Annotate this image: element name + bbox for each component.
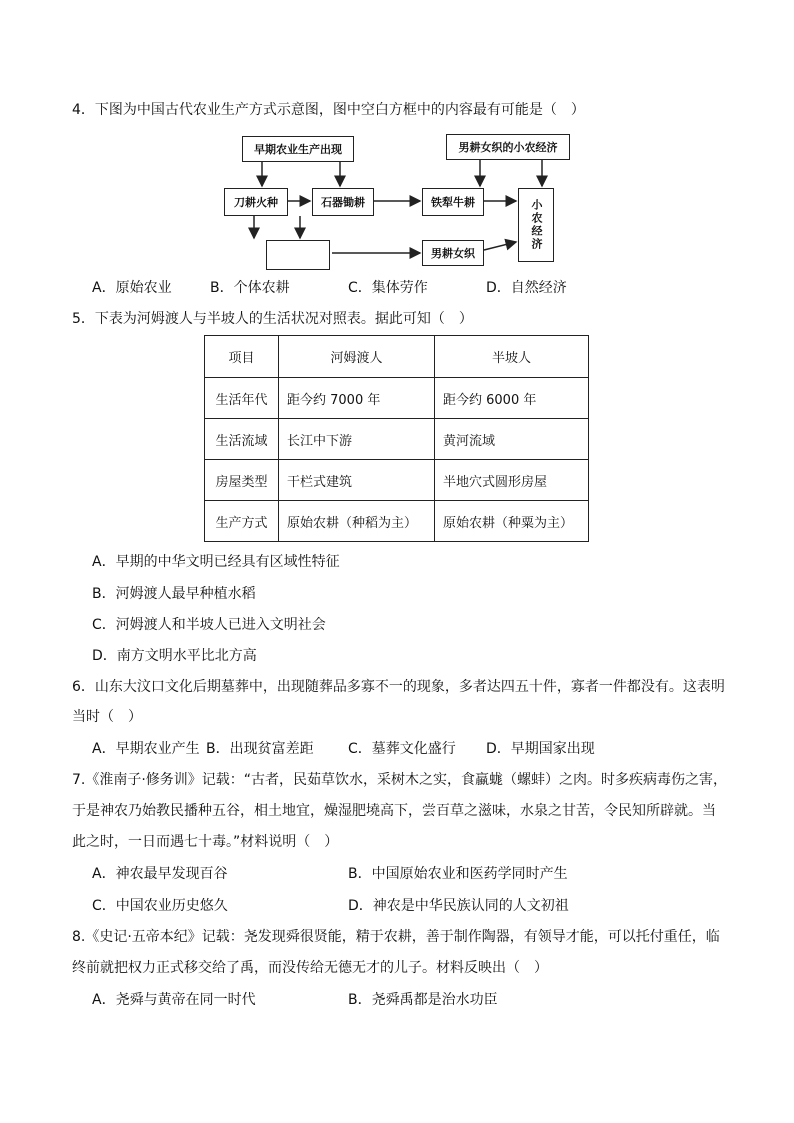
table-cell: 房屋类型	[205, 460, 279, 501]
q6-option-a: A．早期农业产生	[92, 741, 200, 757]
table-row	[205, 419, 589, 460]
table-cell: 黄河流域	[435, 419, 589, 460]
box-man-plow-woman-weave: 男耕女织	[422, 240, 484, 266]
table-cell: 原始农耕（种稻为主）	[279, 501, 435, 542]
q7-stem-line1: 7.《淮南子·修务训》记载：“古者，民茹草饮水，采树木之实，食蠃蛖（螺蚌）之肉。时多疾病毒伤之害，	[72, 772, 728, 788]
q6-stem-line1: 6．山东大汶口文化后期墓葬中，出现随葬品多寡不一的现象，多者达四五十件，寡者一件都没有。这表明	[72, 679, 725, 695]
q5-stem: 5．下表为河姆渡人与半坡人的生活状况对照表。据此可知（ ）	[72, 311, 473, 327]
q7-stem-line2: 于是神农乃始教民播种五谷，相土地宜，燥湿肥墝高下，尝百草之滋味，水泉之甘苦，令民知所辟就。当	[72, 803, 716, 819]
q8-stem-line1: 8.《史记·五帝本纪》记载：尧发现舜很贤能，精于农耕，善于制作陶器，有领导才能，可以托付重任，临	[72, 929, 720, 945]
table-cell: 半地穴式圆形房屋	[435, 460, 589, 501]
table-header-cell: 半坡人	[435, 336, 589, 378]
q6-option-c: C．墓葬文化盛行	[348, 741, 456, 757]
q5-option-c: C．河姆渡人和半坡人已进入文明社会	[92, 617, 326, 633]
box-small-farm-economy-vertical: 小农经济	[518, 188, 554, 262]
table-cell: 距今约 7000 年	[279, 378, 435, 419]
q5-option-b: B．河姆渡人最早种植水稻	[92, 586, 256, 602]
table-cell: 生产方式	[205, 501, 279, 542]
q4-option-a: A．原始农业	[92, 280, 172, 296]
table-header-cell: 河姆渡人	[279, 336, 435, 378]
table-cell: 原始农耕（种粟为主）	[435, 501, 589, 542]
comparison-table	[204, 335, 589, 542]
box-early-agriculture: 早期农业生产出现	[242, 136, 354, 162]
q6-option-b: B．出现贫富差距	[206, 741, 314, 757]
box-small-farm-economy-top: 男耕女织的小农经济	[446, 134, 570, 160]
q8-stem-line2: 终前就把权力正式移交给了禹，而没传给无德无才的儿子。材料反映出（ ）	[72, 960, 548, 976]
q4-stem: 4．下图为中国古代农业生产方式示意图，图中空白方框中的内容最有可能是（ ）	[72, 102, 585, 118]
q5-option-d: D．南方文明水平比北方高	[92, 648, 257, 664]
table-row	[205, 460, 589, 501]
q7-option-d: D．神农是中华民族认同的人文初祖	[348, 898, 569, 914]
box-blank-answer	[266, 240, 330, 270]
table-header-cell: 项目	[205, 336, 279, 378]
table-cell: 长江中下游	[279, 419, 435, 460]
q8-option-b: B．尧舜禹都是治水功臣	[348, 992, 498, 1008]
q7-option-c: C．中国农业历史悠久	[92, 898, 228, 914]
q5-option-a: A．早期的中华文明已经具有区域性特征	[92, 554, 340, 570]
box-iron-plow: 铁犁牛耕	[422, 188, 484, 216]
q7-option-b: B．中国原始农业和医药学同时产生	[348, 866, 568, 882]
q8-option-a: A．尧舜与黄帝在同一时代	[92, 992, 256, 1008]
table-cell: 生活流域	[205, 419, 279, 460]
agriculture-diagram	[222, 128, 592, 274]
table-header-row	[205, 336, 589, 378]
table-row	[205, 378, 589, 419]
table-cell: 生活年代	[205, 378, 279, 419]
q4-option-d: D．自然经济	[486, 280, 567, 296]
table-cell: 干栏式建筑	[279, 460, 435, 501]
q7-stem-line3: 此之时，一日而遇七十毒。”材料说明（ ）	[72, 834, 339, 850]
q6-stem-line2: 当时（ ）	[72, 709, 142, 725]
table-cell: 距今约 6000 年	[435, 378, 589, 419]
box-slash-and-burn: 刀耕火种	[224, 188, 288, 216]
arrow-manwoman-to-vertical	[484, 242, 516, 250]
q7-option-a: A．神农最早发现百谷	[92, 866, 228, 882]
q4-option-b: B．个体农耕	[210, 280, 290, 296]
box-stone-hoe: 石器锄耕	[312, 188, 374, 216]
table-row	[205, 501, 589, 542]
q6-option-d: D．早期国家出现	[486, 741, 595, 757]
q4-option-c: C．集体劳作	[348, 280, 428, 296]
